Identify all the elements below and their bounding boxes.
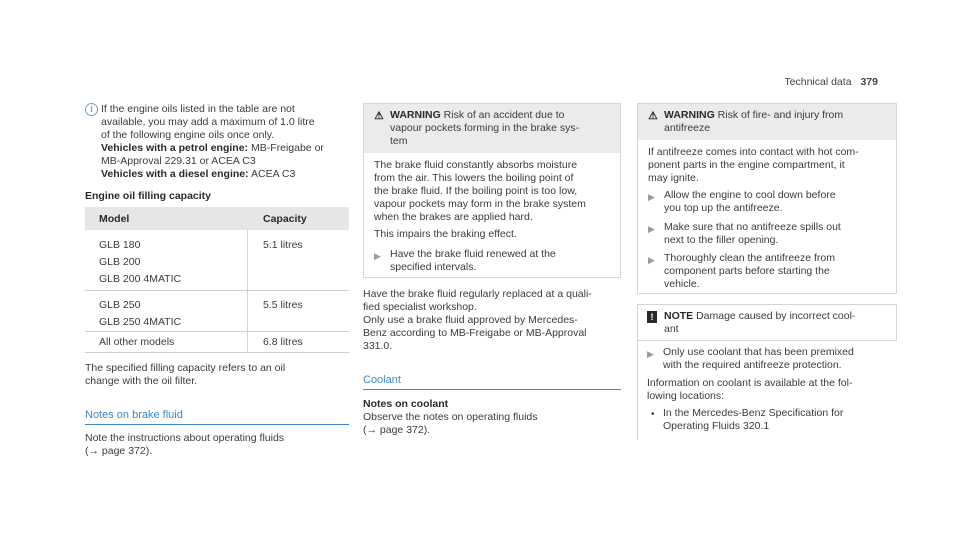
text-line: change with the oil filter. <box>85 375 198 387</box>
step-arrow-icon: ▶ <box>648 255 655 265</box>
model-cell: GLB 250 4MATIC <box>99 316 182 328</box>
text-line: ponent parts in the engine compartment, it <box>648 159 845 171</box>
notice-step <box>663 346 893 372</box>
text-line: The specified filling capacity refers to an oil <box>85 362 286 374</box>
warning-step <box>390 248 615 274</box>
text-line: from the air. This lowers the boiling point of <box>374 172 574 184</box>
warning-title-line: antifreeze <box>664 122 711 134</box>
warning-triangle-icon: ⚠ <box>374 110 384 122</box>
warning-header <box>638 104 896 140</box>
text-line: the brake fluid. If the boiling point is too low, <box>374 185 578 197</box>
step-arrow-icon: ▶ <box>648 192 655 202</box>
warning-title-line: WARNING Risk of fire- and injury from <box>664 109 844 121</box>
step-arrow-icon: ▶ <box>647 349 654 359</box>
text-line: Information on coolant is available at the fol- <box>647 377 853 389</box>
notice-title-line: NOTE Damage caused by incorrect cool- <box>664 310 856 322</box>
capacity-heading: Engine oil filling capacity <box>85 190 212 202</box>
capacity-cell: 5.5 litres <box>263 299 303 311</box>
table-row <box>85 291 349 332</box>
coolant-text <box>363 411 623 437</box>
page-reference[interactable]: (→ page 372). <box>363 424 431 436</box>
coolant-subheading: Notes on coolant <box>363 398 449 410</box>
warning-body <box>648 146 892 185</box>
petrol-engine-line: Vehicles with a petrol engine: MB-Freigabe or <box>101 142 324 154</box>
model-cell: GLB 200 4MATIC <box>99 273 182 285</box>
capacity-table <box>85 207 349 353</box>
table-row <box>85 230 349 291</box>
page-reference[interactable]: (→ page 372). <box>85 445 153 457</box>
bullet-icon: • <box>651 409 655 420</box>
coolant-info-text <box>647 377 893 403</box>
notice-left-border <box>637 340 638 440</box>
brake-fluid-info <box>363 288 623 353</box>
capacity-cell: 6.8 litres <box>263 336 303 348</box>
text-line: Have the brake fluid renewed at the <box>390 248 556 260</box>
brake-fluid-text <box>85 432 355 458</box>
text-line: Only use coolant that has been premixed <box>663 346 854 358</box>
note-line: available, you may add a maximum of 1.0 litre <box>101 116 315 128</box>
section-divider <box>85 424 349 425</box>
text-line: Only use a brake fluid approved by Mercedes- <box>363 314 578 326</box>
model-cell: GLB 200 <box>99 256 141 268</box>
step-arrow-icon: ▶ <box>648 224 655 234</box>
text-line: may ignite. <box>648 172 699 184</box>
warning-title-line: tem <box>390 135 408 147</box>
section-name: Technical data <box>784 76 852 88</box>
text-line: Operating Fluids 320.1 <box>663 420 770 432</box>
text-line: 331.0. <box>363 340 393 352</box>
text-line: lowing locations: <box>647 390 725 402</box>
text-line: when the brakes are applied hard. <box>374 211 533 223</box>
text-line: vehicle. <box>664 278 700 290</box>
bullet-item <box>663 407 893 433</box>
info-circle-icon: i <box>85 103 98 116</box>
table-header <box>85 207 349 230</box>
capacity-note <box>85 362 355 388</box>
note-line: of the following engine oils once only. <box>101 129 275 141</box>
page-number: 379 <box>860 76 878 88</box>
text-line: you top up the antifreeze. <box>664 202 783 214</box>
model-cell: GLB 250 <box>99 299 141 311</box>
section-title-brake-fluid: Notes on brake fluid <box>85 409 183 421</box>
text-line: In the Mercedes-Benz Specification for <box>663 407 844 419</box>
text-line: If antifreeze comes into contact with hot com- <box>648 146 859 158</box>
text-line: Benz according to MB-Freigabe or MB-Approval <box>363 327 587 339</box>
text-line: Have the brake fluid regularly replaced at a quali- <box>363 288 592 300</box>
warning-title-line: WARNING Risk of an accident due to <box>390 109 565 121</box>
text-line: with the required antifreeze protection. <box>663 359 842 371</box>
warning-step <box>664 189 892 215</box>
notice-divider <box>637 340 896 341</box>
warning-body <box>374 159 614 241</box>
section-title-coolant: Coolant <box>363 374 401 386</box>
text-line: Thoroughly clean the antifreeze from <box>664 252 836 264</box>
warning-header <box>364 104 620 153</box>
text-line: next to the filler opening. <box>664 234 779 246</box>
model-cell: GLB 180 <box>99 239 141 251</box>
section-divider <box>363 389 621 390</box>
text-line: The brake fluid constantly absorbs moisture <box>374 159 578 171</box>
notice-header <box>637 304 897 341</box>
notice-title-line: ant <box>664 323 679 335</box>
warning-step <box>664 252 892 291</box>
brake-warning-box <box>363 103 621 278</box>
page-header <box>784 76 878 89</box>
text-line: Allow the engine to cool down before <box>664 189 836 201</box>
text-line: specified intervals. <box>390 261 477 273</box>
step-arrow-icon: ▶ <box>374 251 381 261</box>
column-header-model: Model <box>99 213 130 225</box>
capacity-cell: 5.1 litres <box>263 239 303 251</box>
petrol-engine-line-2: MB-Approval 229.31 or ACEA C3 <box>101 155 256 167</box>
table-row <box>85 332 349 353</box>
text-line: Make sure that no antifreeze spills out <box>664 221 841 233</box>
column-header-capacity: Capacity <box>263 213 307 225</box>
warning-title-line: vapour pockets forming in the brake sys- <box>390 122 580 134</box>
model-cell: All other models <box>99 336 175 348</box>
text-line: vapour pockets may form in the brake system <box>374 198 586 210</box>
text-line: Observe the notes on operating fluids <box>363 411 538 423</box>
notice-exclamation-icon: ! <box>647 311 657 323</box>
warning-step <box>664 221 892 247</box>
diesel-engine-line: Vehicles with a diesel engine: ACEA C3 <box>101 168 296 180</box>
warning-triangle-icon: ⚠ <box>648 110 658 122</box>
text-line: This impairs the braking effect. <box>374 228 517 240</box>
text-line: Note the instructions about operating fluids <box>85 432 285 444</box>
text-line: fied specialist workshop. <box>363 301 477 313</box>
text-line: component parts before starting the <box>664 265 830 277</box>
note-line: If the engine oils listed in the table are not <box>101 103 295 115</box>
antifreeze-warning-box <box>637 103 897 294</box>
